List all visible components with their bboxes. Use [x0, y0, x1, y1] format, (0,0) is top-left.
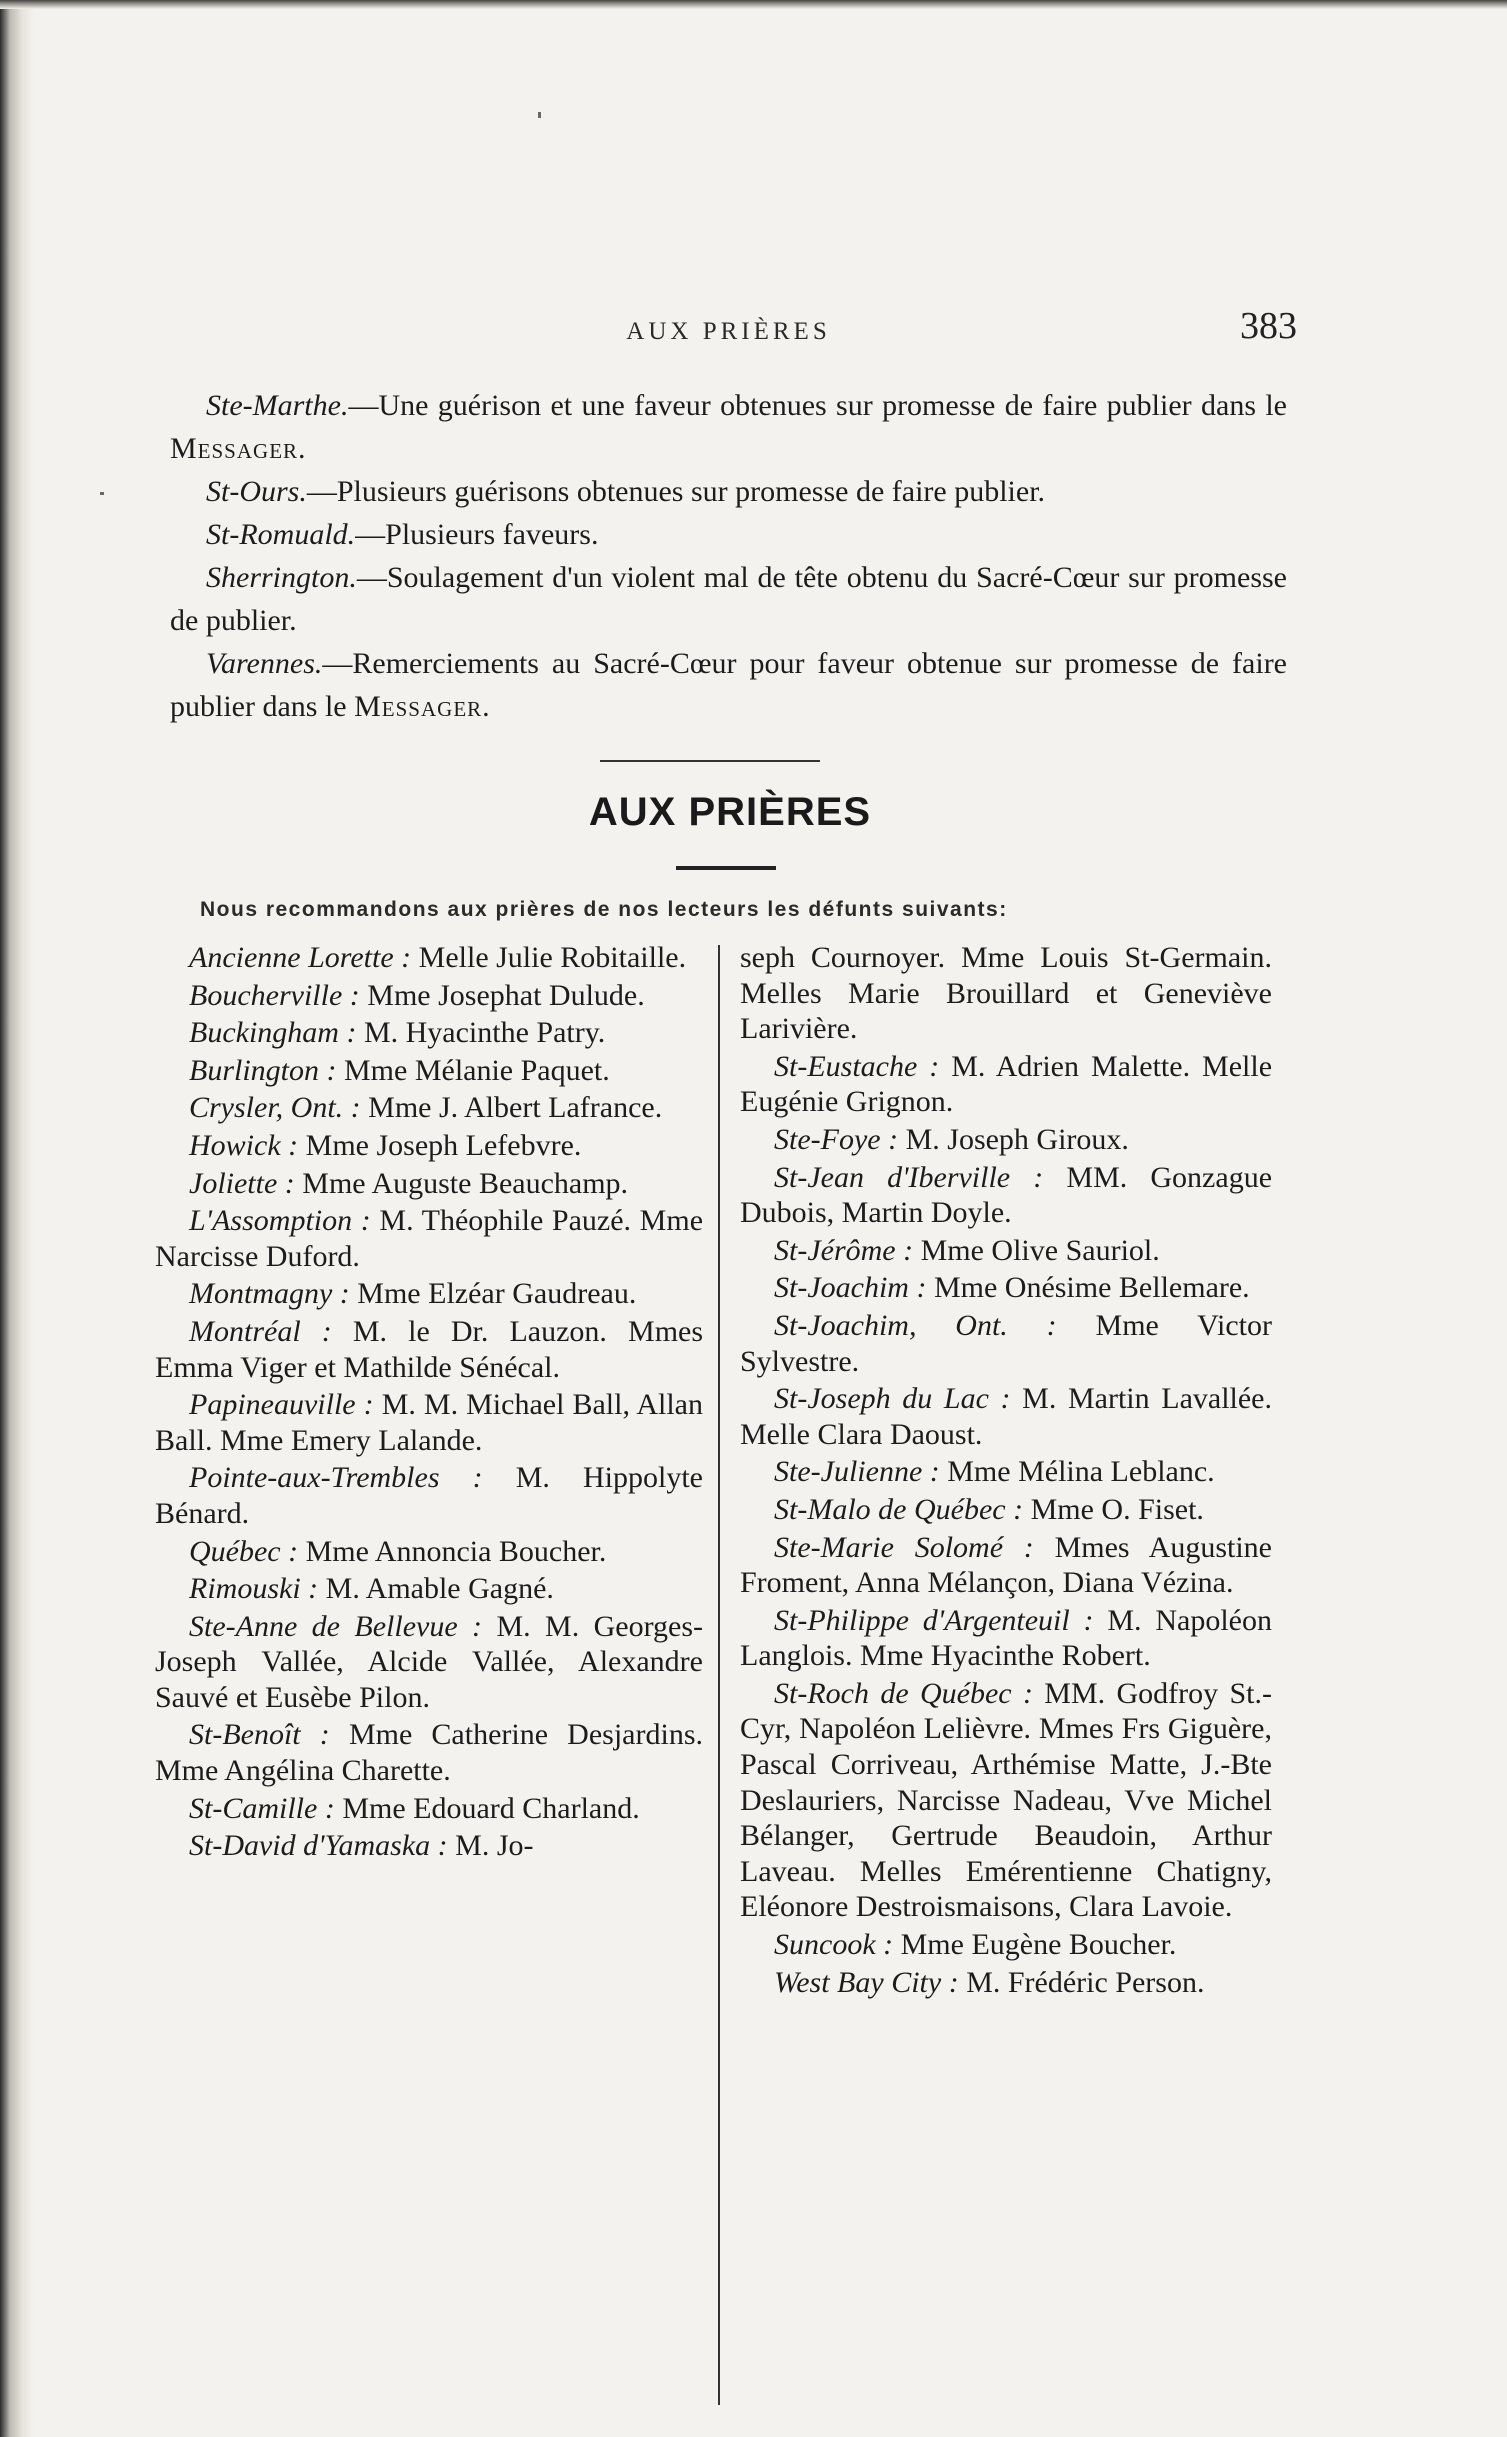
obituary-entry [740, 1160, 1272, 1231]
deceased-names: Mme Onésime Bellemare. [933, 1271, 1250, 1305]
deceased-names: M. Joseph Giroux. [905, 1122, 1129, 1156]
favor-text: —Une guérison et une faveur obtenues sur promesse de faire publier dans le [348, 389, 1287, 422]
deceased-names: Mme Joseph Lefebvre. [305, 1128, 582, 1162]
deceased-names: Mme Elzéar Gaudreau. [357, 1277, 637, 1311]
parish-name: St-Philippe d'Argenteuil : [774, 1603, 1094, 1637]
deceased-names: Melle Julie Robitaille. [418, 941, 687, 974]
favor-text-end: . [298, 432, 306, 465]
deceased-names: Mme Annoncia Boucher. [305, 1534, 607, 1568]
obituary-entry [155, 1534, 703, 1570]
publication-name: Messager [354, 690, 483, 723]
deceased-names: Mme J. Albert Lafrance. [368, 1091, 663, 1125]
obituary-entry [155, 1203, 703, 1274]
obituary-entry [155, 1090, 703, 1126]
deceased-names: M. Théophile Pauzé. Mme Narcisse Duford. [155, 1204, 704, 1273]
obituary-entry [155, 1166, 703, 1202]
parish-name: Québec : [189, 1534, 299, 1568]
deceased-names: M. Jo- [455, 1829, 534, 1863]
obituary-column-left [155, 940, 703, 1866]
favor-entry [170, 384, 1287, 470]
parish-name: St-Benoît : [189, 1718, 330, 1752]
scan-speck [100, 492, 104, 495]
obituary-entry [740, 1233, 1272, 1269]
parish-name: Howick : [189, 1128, 299, 1162]
deceased-names: MM. Godfroy St.-Cyr, Napoléon Lelièvre. Mmes Frs Giguère, Pascal Corriveau, Arthémise Matte, J.-Bte Deslauriers, Narcisse Nadeau, Vve Michel Bélanger, Gertrude Beaudoin, Arthur Laveau. Melles Emérentienne Chatigny, Eléonore Destroismaisons, Clara Lavoie. [740, 1676, 1272, 1924]
obituary-entry [155, 1128, 703, 1164]
parish-name: Ste-Julienne : [774, 1455, 940, 1489]
parish-name: Rimouski : [189, 1572, 319, 1606]
obituary-entry [155, 1387, 703, 1458]
parish-name: Crysler, Ont. : [189, 1091, 361, 1125]
parish-name: St-Eustache : [774, 1049, 940, 1083]
favor-text: —Remerciements au Sacré-Cœur pour faveur obtenue sur promesse de faire publier dans le [170, 647, 1287, 723]
page-top-edge [0, 0, 1507, 9]
obituary-entry [155, 940, 703, 976]
obituary-entry [155, 1015, 703, 1051]
favor-place: St-Romuald. [206, 518, 356, 551]
parish-name: St-Joseph du Lac : [774, 1382, 1011, 1416]
title-underline-rule [676, 866, 776, 870]
obituary-entry [155, 1609, 703, 1716]
deceased-names: M. Martin Lavallée. Melle Clara Daoust. [740, 1382, 1272, 1451]
obituary-entry [740, 1927, 1272, 1963]
deceased-names: MM. Gonzague Dubois, Martin Doyle. [740, 1160, 1273, 1230]
obituary-entry [155, 1571, 703, 1607]
deceased-names: Mmes Augustine Froment, Anna Mélançon, Diana Vézina. [740, 1530, 1272, 1600]
parish-name: Joliette : [189, 1166, 295, 1200]
parish-name: Buckingham : [189, 1016, 357, 1050]
favor-entry [170, 470, 1287, 513]
deceased-names: M. Frédéric Person. [966, 1965, 1205, 1999]
obituary-entry [740, 1454, 1272, 1490]
parish-name: Montréal : [189, 1314, 332, 1348]
section-intro: Nous recommandons aux prières de nos lecteurs les défunts suivants: [200, 898, 1008, 921]
deceased-names: M. le Dr. Lauzon. Mmes Emma Viger et Mathilde Sénécal. [155, 1314, 704, 1384]
deceased-names: M. M. Michael Ball, Allan Ball. Mme Emery Lalande. [155, 1388, 704, 1457]
deceased-names: Mme Victor Sylvestre. [740, 1308, 1273, 1378]
obituary-entry [740, 1603, 1272, 1674]
column-divider [718, 945, 720, 2405]
parish-name: Ste-Marie Solomé : [774, 1530, 1034, 1564]
deceased-names: Mme Mélina Leblanc. [947, 1455, 1215, 1489]
deceased-names: Mme Olive Sauriol. [920, 1233, 1160, 1267]
obituary-entry [155, 1460, 703, 1531]
deceased-names: Mme Edouard Charland. [342, 1791, 640, 1825]
deceased-names: M. Hyacinthe Patry. [363, 1016, 606, 1050]
section-title: AUX PRIÈRES [588, 790, 872, 834]
obituary-entry [155, 1828, 703, 1864]
parish-name: St-Malo de Québec : [774, 1492, 1024, 1526]
obituary-entry [155, 1791, 703, 1827]
obituary-entry [740, 1530, 1272, 1601]
favor-place: Sherrington. [206, 561, 357, 594]
parish-name: Suncook : [774, 1928, 894, 1962]
obituary-entry [155, 978, 703, 1014]
favor-entry [170, 513, 1287, 556]
obituary-entry [740, 1270, 1272, 1306]
obituary-entry [740, 1492, 1272, 1528]
parish-name: Ste-Foye : [774, 1122, 899, 1156]
obituary-entry [155, 1053, 703, 1089]
favor-entry [170, 642, 1287, 728]
publication-name: Messager [170, 432, 299, 465]
deceased-names: Mme Josephat Dulude. [367, 978, 645, 1012]
parish-name: Montmagny : [189, 1277, 350, 1311]
deceased-names: M. M. Georges-Joseph Vallée, Alcide Vallée, Alexandre Sauvé et Eusèbe Pilon. [155, 1609, 704, 1714]
parish-name: Burlington : [189, 1053, 337, 1087]
parish-name: St-Joachim : [774, 1271, 927, 1305]
parish-name: Papineauville : [189, 1388, 374, 1422]
deceased-names: M. Hippolyte Bénard. [155, 1461, 703, 1530]
deceased-names: M. Adrien Malette. Melle Eugénie Grignon. [740, 1049, 1273, 1119]
obituary-entry [740, 1122, 1272, 1158]
parish-name: St-Camille : [189, 1791, 335, 1825]
section-separator-rule [600, 760, 820, 762]
parish-name: St-Joachim, Ont. : [774, 1308, 1057, 1342]
obituary-entry-continuation: seph Cournoyer. Mme Louis St-Germain. Melles Marie Brouillard et Geneviève Larivière. [740, 941, 1272, 1046]
deceased-names: Mme Catherine Desjardins. Mme Angélina Charette. [155, 1718, 703, 1788]
scan-speck [538, 112, 541, 118]
obituary-entry [740, 1965, 1272, 2001]
parish-name: St-Roch de Québec : [774, 1676, 1033, 1710]
parish-name: Ste-Anne de Bellevue : [189, 1609, 483, 1643]
deceased-names: M. Napoléon Langlois. Mme Hyacinthe Robert. [740, 1603, 1273, 1673]
favors-list [170, 384, 1287, 728]
obituary-column-right [740, 940, 1272, 2002]
obituary-entry [740, 1676, 1272, 1925]
obituary-entry [740, 1049, 1272, 1120]
favor-text: —Soulagement d'un violent mal de tête obtenu du Sacré-Cœur sur promesse de publier. [170, 561, 1287, 637]
parish-name: St-David d'Yamaska : [189, 1829, 448, 1863]
parish-name: Pointe-aux-Trembles : [189, 1461, 483, 1495]
favor-text: —Plusieurs faveurs. [355, 518, 599, 551]
parish-name: West Bay City : [774, 1965, 959, 1999]
favor-place: St-Ours. [206, 475, 307, 508]
deceased-names: Mme Mélanie Paquet. [344, 1053, 610, 1087]
favor-entry [170, 556, 1287, 642]
parish-name: St-Jean d'Iberville : [774, 1160, 1044, 1194]
parish-name: St-Jérôme : [774, 1233, 914, 1267]
favor-place: Varennes. [206, 647, 323, 680]
obituary-entry [155, 1314, 703, 1385]
parish-name: Boucherville : [189, 978, 360, 1012]
deceased-names: Mme Eugène Boucher. [900, 1928, 1177, 1962]
deceased-names: Mme O. Fiset. [1030, 1492, 1204, 1526]
deceased-names: M. Amable Gagné. [325, 1572, 554, 1606]
obituary-entry [155, 1276, 703, 1312]
favor-text: —Plusieurs guérisons obtenues sur promesse de faire publier. [306, 475, 1046, 508]
parish-name: Ancienne Lorette : [189, 941, 412, 974]
deceased-names: Mme Auguste Beauchamp. [302, 1166, 629, 1200]
page-binding-edge [0, 0, 34, 2437]
obituary-entry [740, 1381, 1272, 1452]
favor-place: Ste-Marthe. [206, 389, 349, 422]
page-number: 383 [1240, 305, 1297, 347]
parish-name: L'Assomption : [189, 1204, 371, 1238]
running-head-title: AUX PRIÈRES [626, 318, 831, 345]
obituary-entry [740, 1308, 1272, 1379]
favor-text-end: . [482, 690, 490, 723]
running-head [170, 300, 1297, 360]
obituary-entry [155, 1717, 703, 1788]
